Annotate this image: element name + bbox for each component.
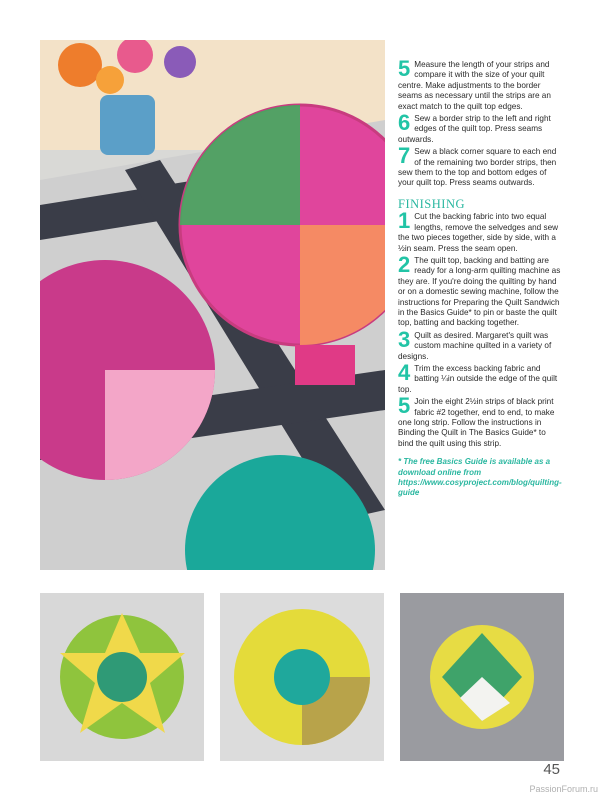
finishing-step-1: [398, 208, 563, 254]
step-5-top: [398, 56, 563, 112]
step-text: Cut the backing fabric into two equal lengths, remove the selvedges and sew the two pieces together, side by side, with a ½in seam. Press the seam open.: [398, 212, 559, 253]
step-number: 2: [398, 251, 411, 277]
step-number: 6: [398, 110, 411, 136]
finishing-step-2: [398, 251, 563, 329]
quilt-photo: [40, 40, 385, 570]
finishing-step-4: [398, 359, 563, 395]
finishing-heading: FINISHING: [398, 196, 465, 211]
step-number: 5: [398, 393, 411, 419]
instructions-column: [398, 56, 563, 499]
quilt-block-photo-1: [40, 593, 204, 761]
quilt-block-photo-2: [220, 593, 384, 761]
step-number: 3: [398, 326, 411, 352]
step-7-top: [398, 143, 563, 189]
step-6-top: [398, 110, 563, 145]
step-number: 7: [398, 143, 411, 169]
step-number: 1: [398, 208, 411, 234]
quilt-block-photo-3: [400, 593, 564, 761]
finishing-step-5: [398, 393, 563, 449]
step-text: Trim the excess backing fabric and batting ¼in outside the edge of the quilt top.: [398, 363, 558, 394]
watermark: PassionForum.ru: [529, 784, 598, 794]
page-number: 45: [543, 761, 560, 778]
step-text: The quilt top, backing and batting are ready for a long-arm quilting machine as they are. If you're doing the quilting by hand or on a domestic sewing machine, follow the instructions for Preparing the Quilt Sandwich in the Basics Guide* to pin or baste the quilt top, batting and backing together.: [398, 255, 561, 328]
step-text: Measure the length of your strips and compare it with the size of your quilt centre. Make adjustments to the border seams as necessary until the strips are an exact match to the quilt top edges.: [398, 60, 551, 111]
step-text: Join the eight 2½in strips of black print fabric #2 together, end to end, to make one long strip. Follow the instructions in Binding the Quilt in The Basics Guide* to bind the quilt using this strip.: [398, 397, 555, 448]
step-text: Quilt as desired. Margaret's quilt was custom machine quilted in a variety of designs.: [398, 330, 552, 361]
step-text: Sew a black corner square to each end of the remaining two border strips, then sew them to the top and bottom edges of your quilt top. Press seams outwards.: [398, 147, 557, 188]
step-number: 4: [398, 359, 411, 385]
step-text: Sew a border strip to the left and right edges of the quilt top. Press seams outwards.: [398, 114, 551, 144]
basics-guide-note: * The free Basics Guide is available as a download online from https://www.cosyproject.com/blog/quilting-guide: [398, 457, 562, 498]
finishing-step-3: [398, 326, 563, 362]
step-number: 5: [398, 56, 411, 81]
